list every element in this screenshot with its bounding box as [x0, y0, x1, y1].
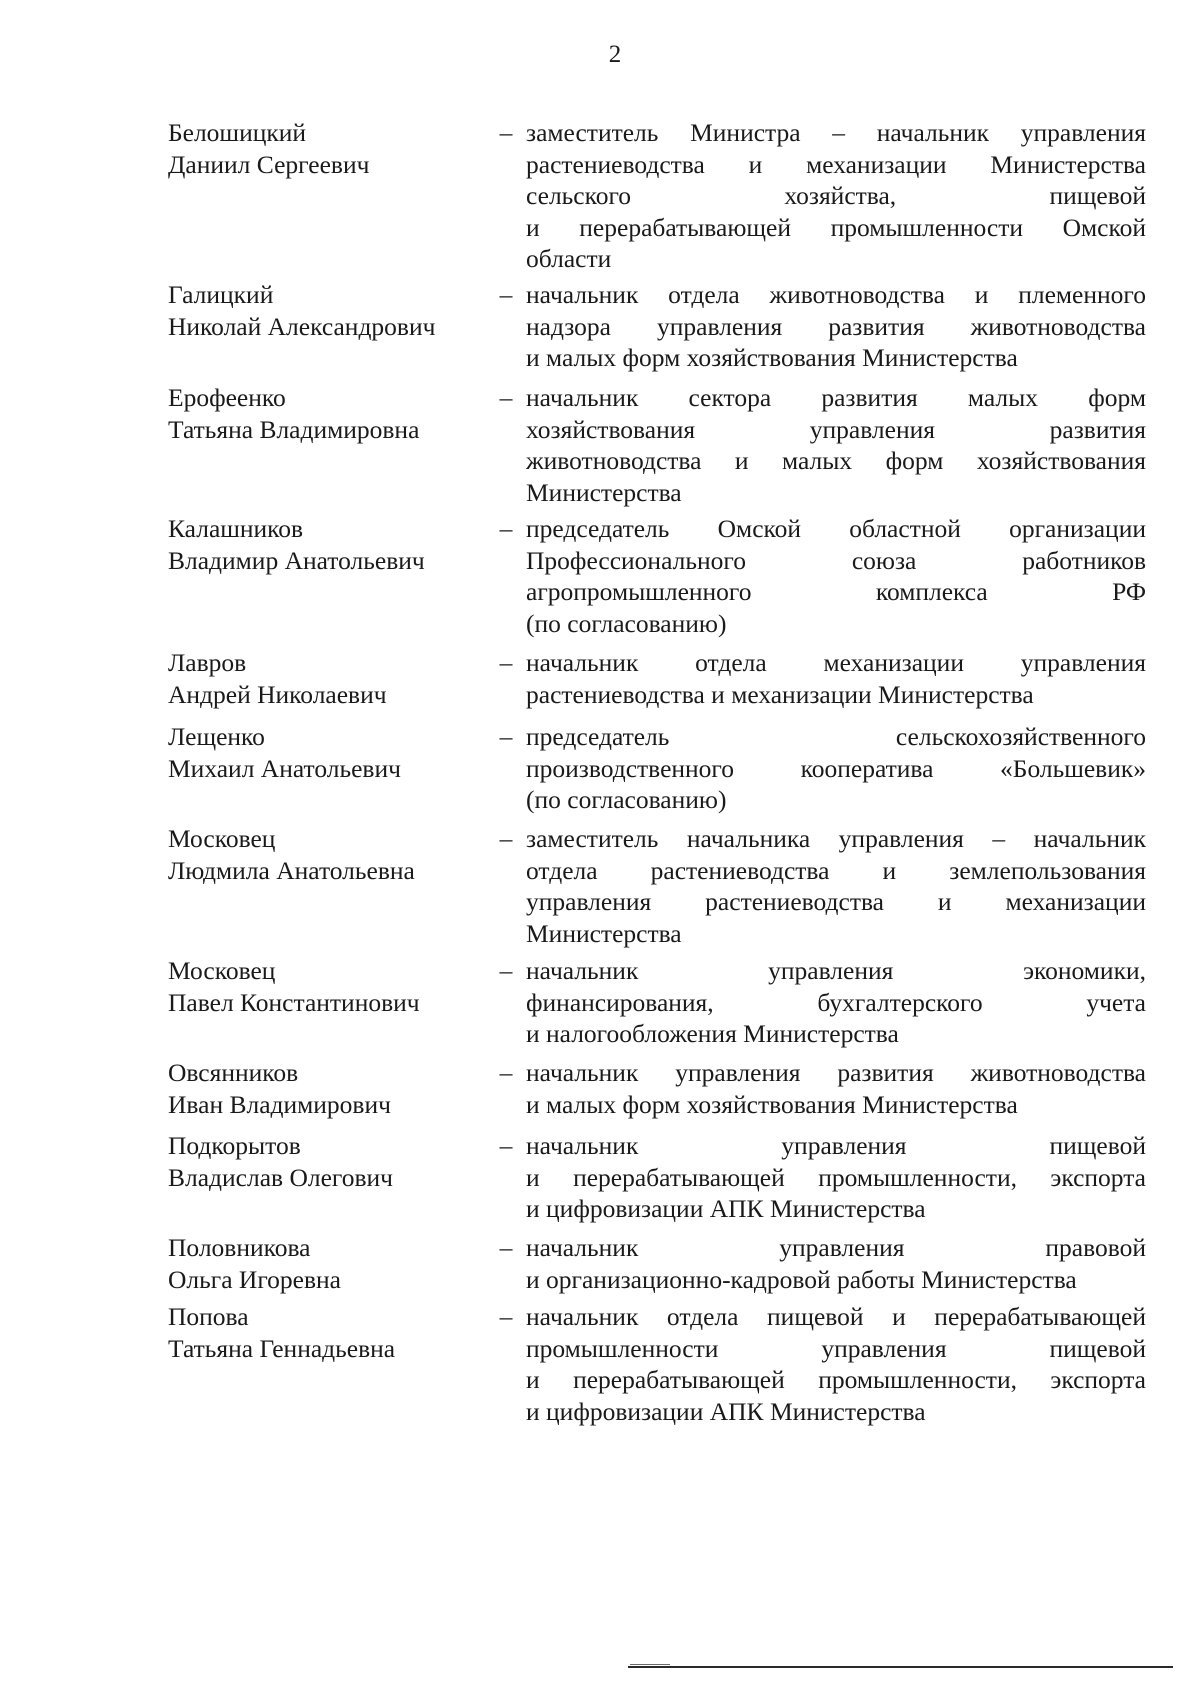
position-line: начальник управления экономики, [526, 956, 1146, 985]
position-line: хозяйствования управления развития [526, 414, 1146, 444]
position-line: отдела растениеводства и землепользования [526, 855, 1146, 885]
member-given-names: Андрей Николаевич [168, 679, 387, 709]
member-given-names: Ольга Игоревна [168, 1264, 341, 1294]
member-surname: Ерофеенко [168, 383, 286, 412]
member-surname: Половникова [168, 1233, 311, 1262]
member-position [526, 1057, 1146, 1120]
member-name [168, 1232, 486, 1295]
roster-entry [168, 279, 1146, 374]
member-given-names: Владислав Олегович [168, 1162, 393, 1192]
member-given-names: Михаил Анатольевич [168, 753, 401, 783]
member-surname: Белошицкий [168, 118, 307, 147]
member-name [168, 1057, 486, 1120]
entry-dash: – [499, 280, 513, 309]
page-number: 2 [608, 41, 622, 68]
member-position [526, 647, 1146, 710]
member-position [526, 382, 1146, 508]
position-line: (по согласованию) [526, 608, 727, 638]
roster-entry [168, 1057, 1146, 1120]
entry-dash: – [499, 1131, 513, 1160]
position-line: и налогообложения Министерства [526, 1019, 899, 1048]
roster-entry [168, 1232, 1146, 1295]
roster-entry [168, 647, 1146, 710]
position-line: и перерабатывающей промышленности, экспорта [526, 1365, 1146, 1394]
member-position [526, 1232, 1146, 1295]
position-line: и перерабатывающей промышленности Омской [526, 212, 1146, 242]
member-given-names: Даниил Сергеевич [168, 149, 370, 179]
position-line: надзора управления развития животноводства [526, 311, 1146, 341]
entry-dash: – [499, 118, 513, 147]
position-line: и малых форм хозяйствования Министерства [526, 1089, 1018, 1119]
member-surname: Лещенко [168, 722, 265, 751]
position-line: и малых форм хозяйствования Министерства [526, 343, 1018, 372]
position-line: области [526, 244, 612, 273]
position-line: начальник управления правовой [526, 1233, 1146, 1262]
member-name [168, 1130, 486, 1225]
member-name [168, 823, 486, 949]
member-given-names: Владимир Анатольевич [168, 545, 425, 575]
member-surname: Подкорытов [168, 1131, 301, 1160]
entry-dash: – [499, 824, 513, 853]
member-surname: Овсянников [168, 1058, 299, 1087]
entry-dash: – [499, 514, 513, 543]
position-line: растениеводства и механизации Министерства [526, 679, 1034, 709]
footer-rule-mark [630, 1664, 670, 1665]
member-position [526, 117, 1146, 275]
position-line: растениеводства и механизации Министерства [526, 149, 1146, 179]
position-line: и перерабатывающей промышленности, экспорта [526, 1162, 1146, 1192]
entry-dash: – [499, 956, 513, 985]
position-line: начальник отдела животноводства и племенного [526, 280, 1146, 309]
position-line: промышленности управления пищевой [526, 1333, 1146, 1363]
roster-entry [168, 955, 1146, 1050]
roster-entry [168, 721, 1146, 816]
member-given-names: Татьяна Владимировна [168, 414, 420, 444]
member-position [526, 721, 1146, 816]
position-line: заместитель Министра – начальник управления [526, 118, 1146, 147]
member-name [168, 513, 486, 639]
position-line: председатель Омской областной организации [526, 514, 1146, 543]
position-line: Министерства [526, 477, 682, 507]
member-name [168, 647, 486, 710]
member-position [526, 279, 1146, 374]
position-line: начальник отдела пищевой и перерабатывающей [526, 1302, 1146, 1331]
member-given-names: Павел Константинович [168, 987, 420, 1017]
member-name [168, 279, 486, 374]
member-surname: Галицкий [168, 280, 274, 309]
member-name [168, 721, 486, 816]
member-surname: Лавров [168, 648, 247, 677]
member-name [168, 382, 486, 508]
position-line: и цифровизации АПК Министерства [526, 1396, 926, 1426]
entry-dash: – [499, 1058, 513, 1087]
position-line: животноводства и малых форм хозяйствования [526, 446, 1146, 475]
member-surname: Московец [168, 956, 276, 985]
position-line: (по согласованию) [526, 785, 727, 814]
member-given-names: Иван Владимирович [168, 1089, 391, 1119]
roster-entry [168, 117, 1146, 275]
member-position [526, 823, 1146, 949]
position-line: начальник отдела механизации управления [526, 648, 1146, 677]
position-line: и организационно-кадровой работы Министерства [526, 1264, 1077, 1294]
position-line: управления растениеводства и механизации [526, 887, 1146, 916]
position-line: Профессионального союза работников [526, 545, 1146, 575]
member-given-names: Людмила Анатольевна [168, 855, 415, 885]
position-line: начальник управления развития животноводства [526, 1058, 1146, 1087]
roster-entry [168, 513, 1146, 639]
member-given-names: Николай Александрович [168, 311, 436, 341]
member-surname: Московец [168, 824, 276, 853]
position-line: финансирования, бухгалтерского учета [526, 987, 1146, 1017]
position-line: и цифровизации АПК Министерства [526, 1194, 926, 1223]
member-position [526, 955, 1146, 1050]
entry-dash: – [499, 1233, 513, 1262]
roster-entry [168, 1130, 1146, 1225]
position-line: начальник управления пищевой [526, 1131, 1146, 1160]
roster-entry [168, 823, 1146, 949]
member-position [526, 1301, 1146, 1427]
entry-dash: – [499, 1302, 513, 1331]
member-surname: Попова [168, 1302, 249, 1331]
position-line: председатель сельскохозяйственного [526, 722, 1146, 751]
position-line: производственного кооператива «Большевик» [526, 753, 1146, 783]
position-line: сельского хозяйства, пищевой [526, 181, 1146, 210]
entry-dash: – [499, 722, 513, 751]
position-line: заместитель начальника управления – начальник [526, 824, 1146, 853]
footer-rule [628, 1666, 1173, 1668]
position-line: Министерства [526, 918, 682, 948]
member-surname: Калашников [168, 514, 304, 543]
member-given-names: Татьяна Геннадьевна [168, 1333, 396, 1363]
member-position [526, 513, 1146, 639]
member-position [526, 1130, 1146, 1225]
position-line: начальник сектора развития малых форм [526, 383, 1146, 412]
member-name [168, 117, 486, 275]
roster-entry [168, 382, 1146, 508]
position-line: агропромышленного комплекса РФ [526, 577, 1146, 606]
member-name [168, 955, 486, 1050]
member-name [168, 1301, 486, 1427]
roster-entry [168, 1301, 1146, 1427]
entry-dash: – [499, 648, 513, 677]
entry-dash: – [499, 383, 513, 412]
